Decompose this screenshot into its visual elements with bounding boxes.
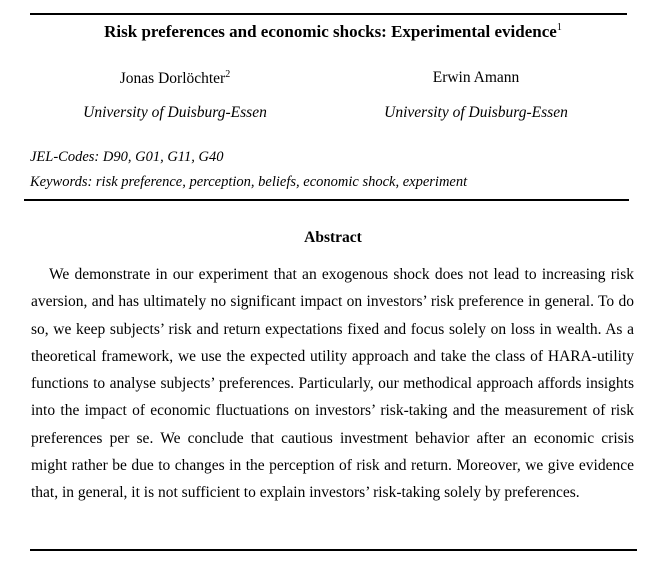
keywords: Keywords: risk preference, perception, beliefs, economic shock, experiment [30, 174, 468, 190]
paper-title-text: Risk preferences and economic shocks: Experimental evidence [104, 22, 557, 41]
abstract-body: We demonstrate in our experiment that an exogenous shock does not lead to increasing risk aversion, and has ultimately no significant impact on investors’ risk preference in general. To do so, we keep subjects’ risk and return expectations fixed and focus solely on loss in wealth. As a theoretical framework, we use the expected utility approach and take the class of HARA-utility functions to analyse subjects’ preferences. Particularly, our methodical approach affords insights into the impact of economic fluctuations on investors’ risk-taking and the measurement of risk preferences per se. We conclude that cautious investment behavior after an economic crisis might rather be due to changes in the perception of risk and return. Moreover, we give evidence that, in general, it is not sufficient to explain investors’ risk-taking solely by preferences. [31, 266, 634, 502]
author-1-name: Jonas Dorlöchter [119, 70, 226, 87]
author-1-footnote-marker: 2 [225, 69, 231, 80]
top-rule [30, 13, 627, 15]
jel-codes: JEL-Codes: D90, G01, G11, G40 [30, 149, 224, 165]
author-2 [326, 69, 626, 87]
author-1-affiliation: University of Duisburg-Essen [83, 104, 267, 121]
title-footnote-marker: 1 [556, 22, 562, 33]
author-2-name: Erwin Amann [432, 69, 520, 86]
bottom-rule [30, 549, 637, 551]
abstract-heading: Abstract [304, 229, 362, 246]
header-bottom-rule [24, 199, 629, 201]
author-1 [25, 69, 325, 88]
author-2-affiliation: University of Duisburg-Essen [384, 104, 568, 121]
paper-title [0, 22, 666, 42]
